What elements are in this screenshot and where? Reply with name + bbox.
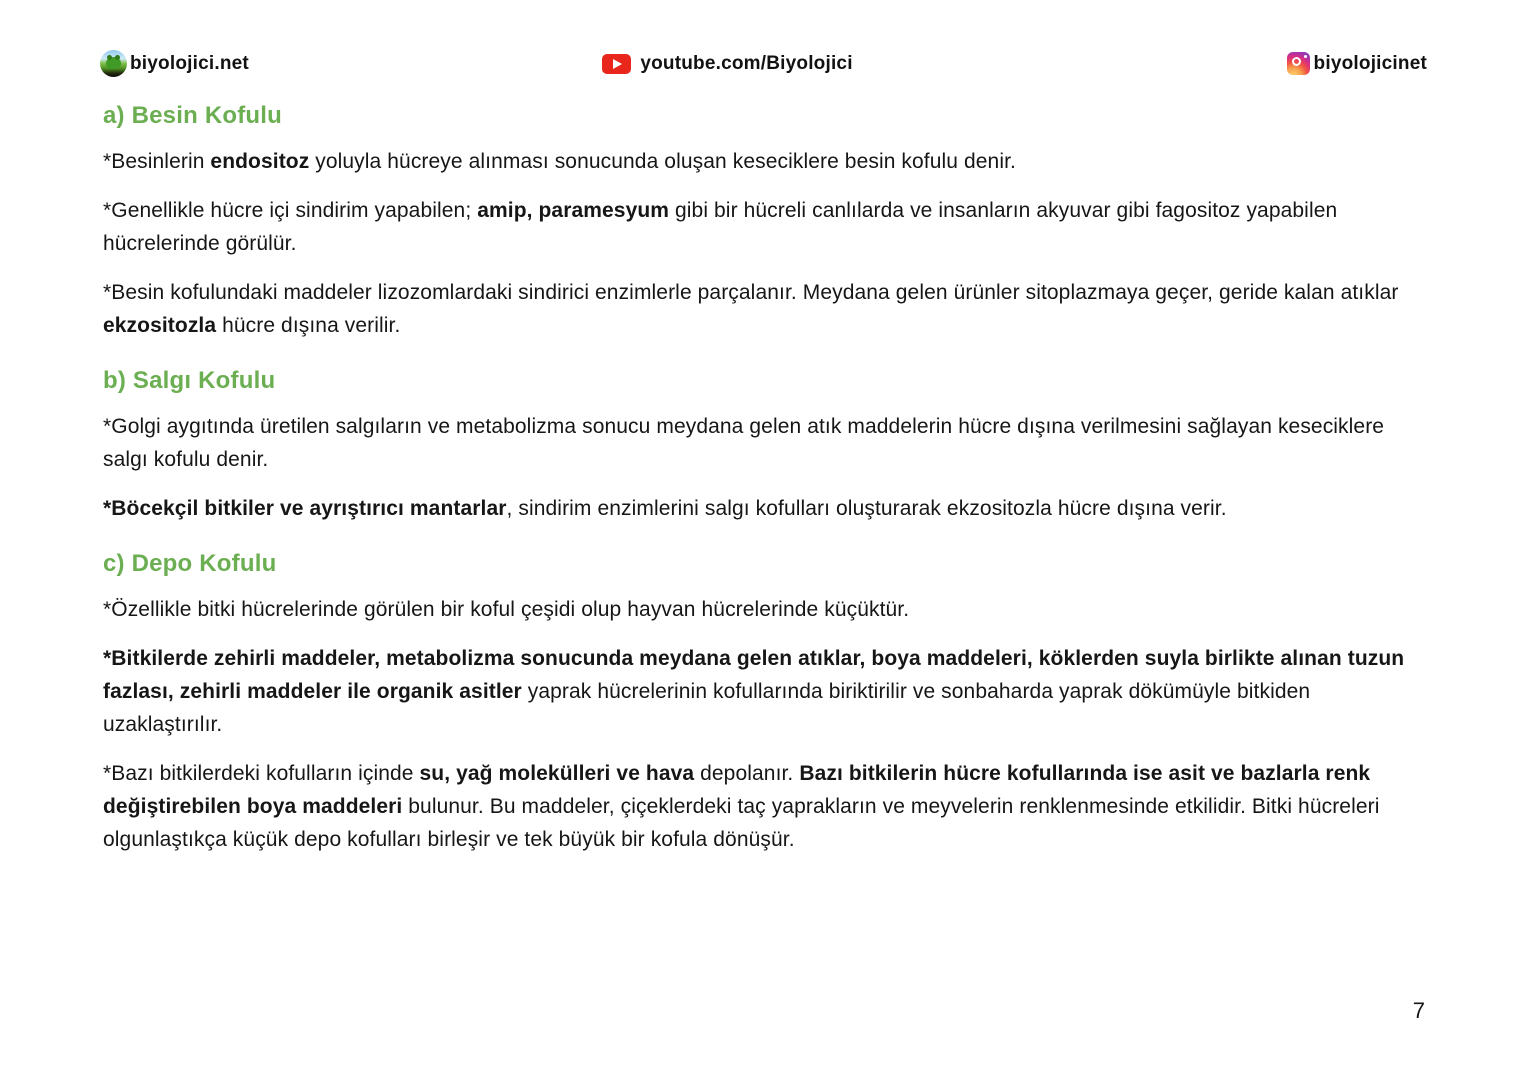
instagram-link: [1287, 52, 1427, 75]
site-label: biyolojici.net: [130, 52, 249, 74]
instagram-icon: [1287, 52, 1310, 75]
paragraph: *Özellikle bitki hücrelerinde görülen bir koful çeşidi olup hayvan hücrelerinde küçüktür.: [103, 598, 910, 621]
paragraph: *Besinlerin endositoz yoluyla hücreye alınması sonucunda oluşan keseciklere besin kofulu denir.: [103, 150, 1016, 173]
instagram-label: biyolojicinet: [1313, 52, 1427, 74]
youtube-label: youtube.com/Biyolojici: [640, 52, 853, 74]
section-heading-depo-kofulu: c) Depo Kofulu: [103, 550, 277, 577]
section-heading-besin-kofulu: a) Besin Kofulu: [103, 102, 283, 129]
paragraph: *Golgi aygıtında üretilen salgıların ve metabolizma sonucu meydana gelen atık maddelerin hücre dışına verilmesini sağlayan keseciklere salgı kofulu denir.: [103, 415, 1385, 471]
document-content: [0, 102, 1527, 856]
paragraph: *Böcekçil bitkiler ve ayrıştırıcı mantarlar, sindirim enzimlerini salgı kofulları oluşturarak ekzositozla hücre dışına verir.: [103, 497, 1227, 520]
page-header: [0, 0, 1527, 77]
paragraph: *Bazı bitkilerdeki kofulların içinde su, yağ molekülleri ve hava depolanır. Bazı bitkilerin hücre kofullarında ise asit ve bazlarla renk değiştirebilen boya maddeleri bulunur. Bu maddeler, çiçeklerdeki taç yaprakların ve meyvelerin renklenmesinde etkilidir. Bitki hücreleri olgunlaştıkça küçük depo kofulları birleşir ve tek büyük bir kofula dönüşür.: [103, 762, 1380, 851]
page-number: 7: [1412, 998, 1425, 1023]
paragraph: *Besin kofulundaki maddeler lizozomlardaki sindirici enzimlerle parçalanır. Meydana gelen ürünler sitoplazmaya geçer, geride kalan atıklar ekzositozla hücre dışına verilir.: [103, 281, 1399, 337]
site-link: [100, 50, 249, 77]
paragraph: *Genellikle hücre içi sindirim yapabilen; amip, paramesyum gibi bir hücreli canlılarda ve insanların akyuvar gibi fagositoz yapabilen hücrelerinde görülür.: [103, 199, 1338, 255]
site-logo-icon: [100, 50, 127, 77]
section-heading-salgi-kofulu: b) Salgı Kofulu: [103, 367, 276, 394]
youtube-icon: [602, 54, 631, 74]
paragraph: *Bitkilerde zehirli maddeler, metabolizma sonucunda meydana gelen atıklar, boya maddeleri, köklerden suyla birlikte alınan tuzun fazlası, zehirli maddeler ile organik asitler yaprak hücrelerinin kofullarında biriktirilir ve sonbaharda yaprak dökümüyle bitkiden uzaklaştırılır.: [103, 647, 1405, 736]
youtube-link: [602, 53, 852, 75]
